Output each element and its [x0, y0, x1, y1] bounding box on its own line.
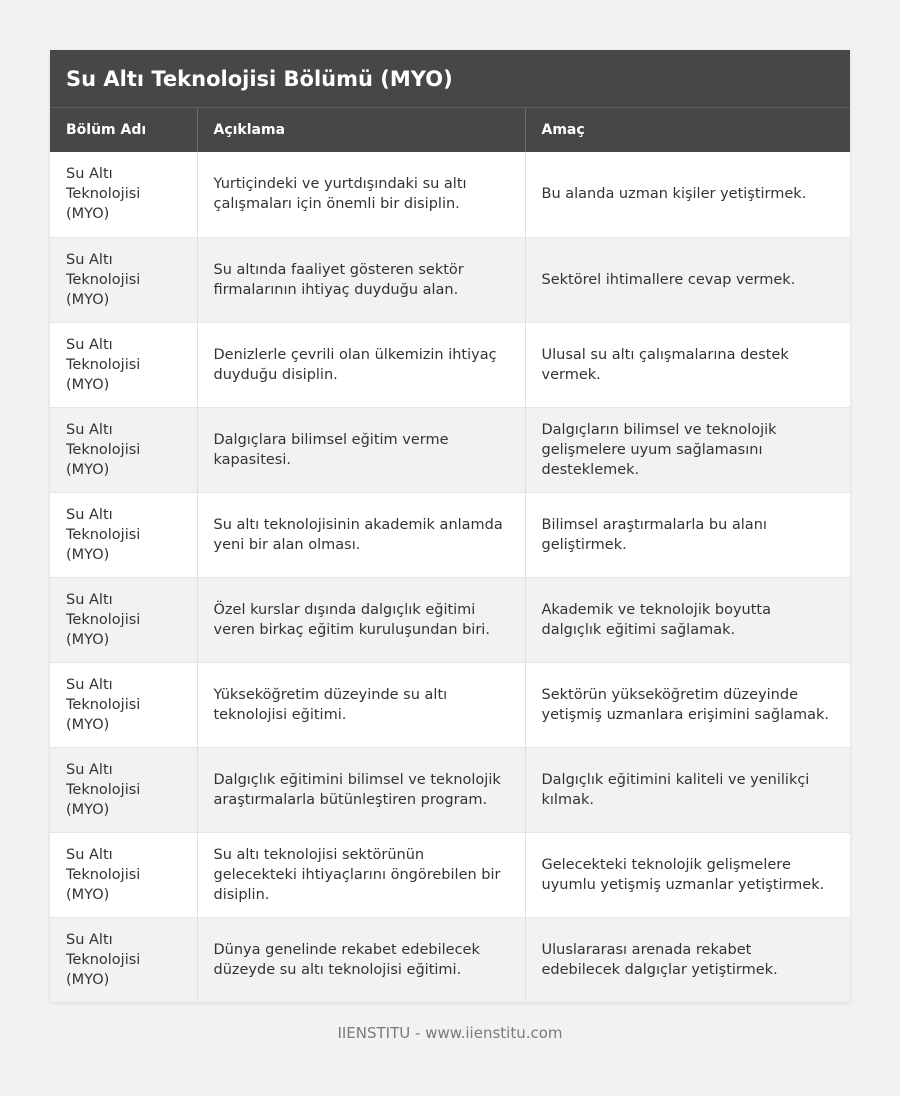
footer-credit: IIENSTITU - www.iienstitu.com	[337, 1024, 563, 1042]
cell-amac: Sektörün yükseköğretim düzeyinde yetişmiş uzmanlara erişimini sağlamak.	[525, 662, 850, 747]
cell-amac: Ulusal su altı çalışmalarına destek vermek.	[525, 322, 850, 407]
cell-bolum-adi: Su Altı Teknolojisi (MYO)	[50, 917, 197, 1002]
cell-bolum-adi: Su Altı Teknolojisi (MYO)	[50, 322, 197, 407]
cell-amac: Akademik ve teknolojik boyutta dalgıçlık eğitimi sağlamak.	[525, 577, 850, 662]
cell-bolum-adi: Su Altı Teknolojisi (MYO)	[50, 152, 197, 237]
table-row	[50, 577, 850, 662]
table-row	[50, 747, 850, 832]
table-title: Su Altı Teknolojisi Bölümü (MYO)	[50, 50, 850, 108]
column-header-amac: Amaç	[525, 108, 850, 152]
table-row	[50, 407, 850, 492]
data-table	[50, 108, 850, 1002]
cell-aciklama: Su altı teknolojisi sektörünün gelecekteki ihtiyaçlarını öngörebilen bir disiplin.	[197, 832, 525, 917]
cell-bolum-adi: Su Altı Teknolojisi (MYO)	[50, 832, 197, 917]
cell-aciklama: Yükseköğretim düzeyinde su altı teknolojisi eğitimi.	[197, 662, 525, 747]
cell-amac: Uluslararası arenada rekabet edebilecek dalgıçlar yetiştirmek.	[525, 917, 850, 1002]
cell-bolum-adi: Su Altı Teknolojisi (MYO)	[50, 407, 197, 492]
cell-aciklama: Yurtiçindeki ve yurtdışındaki su altı çalışmaları için önemli bir disiplin.	[197, 152, 525, 237]
cell-aciklama: Su altında faaliyet gösteren sektör firmalarının ihtiyaç duyduğu alan.	[197, 237, 525, 322]
column-header-bolum-adi: Bölüm Adı	[50, 108, 197, 152]
table-row	[50, 492, 850, 577]
cell-aciklama: Dalgıçlık eğitimini bilimsel ve teknolojik araştırmalarla bütünleştiren program.	[197, 747, 525, 832]
cell-bolum-adi: Su Altı Teknolojisi (MYO)	[50, 662, 197, 747]
cell-amac: Dalgıçların bilimsel ve teknolojik gelişmelere uyum sağlamasını desteklemek.	[525, 407, 850, 492]
cell-amac: Gelecekteki teknolojik gelişmelere uyumlu yetişmiş uzmanlar yetiştirmek.	[525, 832, 850, 917]
cell-aciklama: Özel kurslar dışında dalgıçlık eğitimi veren birkaç eğitim kuruluşundan biri.	[197, 577, 525, 662]
table-row	[50, 237, 850, 322]
table-row	[50, 662, 850, 747]
table-row	[50, 322, 850, 407]
cell-bolum-adi: Su Altı Teknolojisi (MYO)	[50, 747, 197, 832]
cell-aciklama: Denizlerle çevrili olan ülkemizin ihtiyaç duyduğu disiplin.	[197, 322, 525, 407]
cell-aciklama: Dalgıçlara bilimsel eğitim verme kapasitesi.	[197, 407, 525, 492]
cell-amac: Dalgıçlık eğitimini kaliteli ve yenilikçi kılmak.	[525, 747, 850, 832]
cell-aciklama: Dünya genelinde rekabet edebilecek düzeyde su altı teknolojisi eğitimi.	[197, 917, 525, 1002]
cell-amac: Bilimsel araştırmalarla bu alanı geliştirmek.	[525, 492, 850, 577]
table-row	[50, 832, 850, 917]
table-card	[50, 50, 850, 1002]
table-row	[50, 917, 850, 1002]
column-header-aciklama: Açıklama	[197, 108, 525, 152]
cell-aciklama: Su altı teknolojisinin akademik anlamda yeni bir alan olması.	[197, 492, 525, 577]
cell-bolum-adi: Su Altı Teknolojisi (MYO)	[50, 237, 197, 322]
cell-amac: Bu alanda uzman kişiler yetiştirmek.	[525, 152, 850, 237]
table-header	[50, 108, 850, 152]
cell-bolum-adi: Su Altı Teknolojisi (MYO)	[50, 492, 197, 577]
cell-amac: Sektörel ihtimallere cevap vermek.	[525, 237, 850, 322]
table-body	[50, 152, 850, 1002]
cell-bolum-adi: Su Altı Teknolojisi (MYO)	[50, 577, 197, 662]
table-row	[50, 152, 850, 237]
